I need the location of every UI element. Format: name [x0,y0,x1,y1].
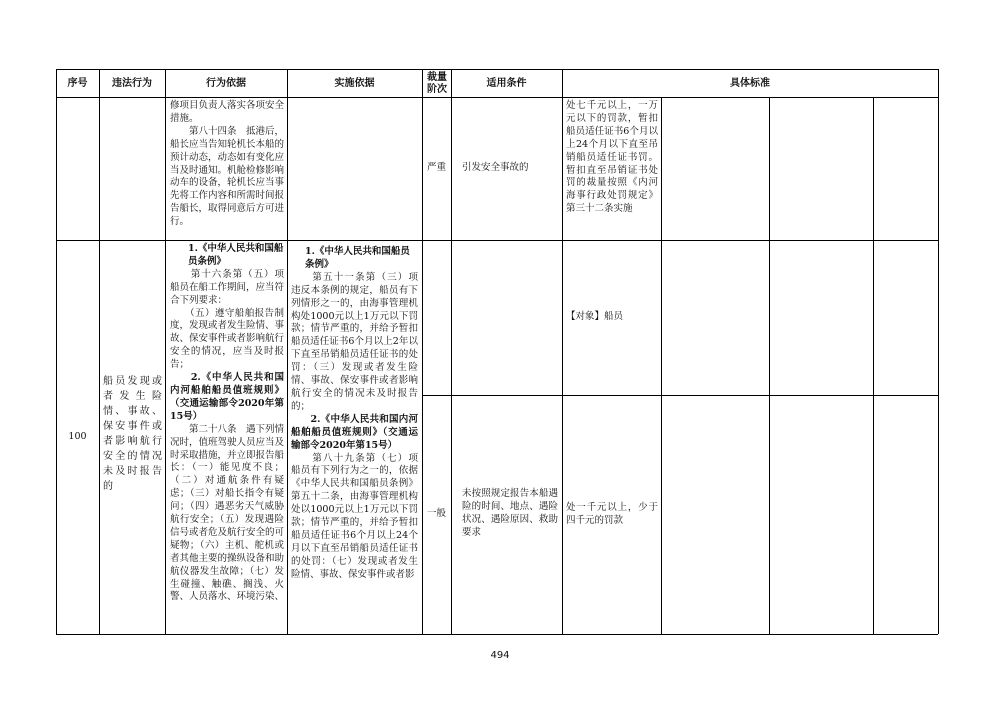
prev-basis-text: 修项目负责人落实各项安全措施。 第八十四条 抵港后，船长应当告知轮机长本船的预计动态，动态如有变化应当及时通知。机舱检修影响动车的设备，轮机长应当事先将工作内容和所需时间报告船长，取得同意后方可进行。 [170,100,285,228]
violation-text: 船员发现或者发生险情、事故、保安事件或者影响航行安全的情况未及时报告的 [103,376,162,492]
header-seq: 序号 [67,77,88,89]
basis-para-2: 第二十八条 遇下列情况时，值班驾驶人员应当及时采取措施，并立即报告船长：（一）能见度不良；（二）对通航条件有疑虑；（三）对船长指令有疑问；（四）遇恶劣天气威胁航行安全；（五）发现遇险信号或者危及航行安全的可疑物；（六）主机、舵机或者其他主要的操纵设备和助航仪器发生故障；（七）发生碰撞、触礁、搁浅、火警、人员落水、环境污染、 [170,423,285,603]
header-violation: 违法行为 [112,77,152,89]
impl-title-2: 2.《中华人民共和国内河船舶船员值班规则》（交通运输部令2020年第15号） [291,413,418,451]
impl-basis-cell [291,246,428,633]
prev-standard: 处七千元以上，一万元以下的罚款，暂扣船员适任证书6个月以上24个月以下直至吊销船员适任证书罚。暂扣直至吊销证书处罚的裁量按照《内河海事行政处罚规定》第三十二条实施 [566,100,658,215]
prev-level: 严重 [426,162,446,173]
impl-para-2: 第八十九条第（七）项 船员有下列行为之一的，依据《中华人民共和国船员条例》第五十二条，由海事管理机构处以1000元以上1万元以下罚款；情节严重的，并给予暂扣船员适任证书6个月以上24个月以下直至吊销船员适任证书的处罚：（七）发现或者发生险情、事故、保安事件或者影 [291,452,428,580]
impl-title-1: 1.《中华人民共和国船员条例》 [305,246,410,270]
header-condition: 适用条件 [486,77,527,89]
basis-title-1: 1.《中华人民共和国船员条例》 [188,243,284,267]
basis-title-2: 2.《中华人民共和国内河船舶船员值班规则》（交通运输部令2020年第15号） [170,372,284,422]
impl-para-1: 第五十一条第（三）项 违反本条例的规定，船员有下列情形之一的，由海事管理机构处1000元以上1万元以下罚款；情节严重的，并给予暂扣船员适任证书6个月以上2年以下直至吊销船员适任证书的处罚：（三）发现或者发生险情、事故、保安事件或者影响航行安全的情况未及时报告的； [291,271,428,412]
basis-para-1: 第十六条第（五）项 船员在船工作期间，应当符合下列要求： （五）遵守船舶报告制度，发现或者发生险情、事故、保安事件或者影响航行安全的情况，应当及时报告； [170,268,285,371]
standard-general: 处一千元以上，少于四千元的罚款 [566,502,658,526]
object-label: 【对象】船员 [566,311,624,322]
level-general: 一般 [426,508,446,519]
condition-general: 未按照规定报告本船遇险的时间、地点、遇险状况、遇险原因、救助要求 [462,488,558,538]
page-number: 494 [490,650,510,661]
header-standard: 具体标准 [730,77,770,89]
header-level: 裁量阶次 [427,71,447,95]
basis-cell [170,243,284,633]
header-basis: 行为依据 [206,77,246,89]
prev-condition: 引发安全事故的 [462,162,529,173]
row-seq: 100 [68,431,87,442]
header-impl-basis: 实施依据 [334,77,375,89]
